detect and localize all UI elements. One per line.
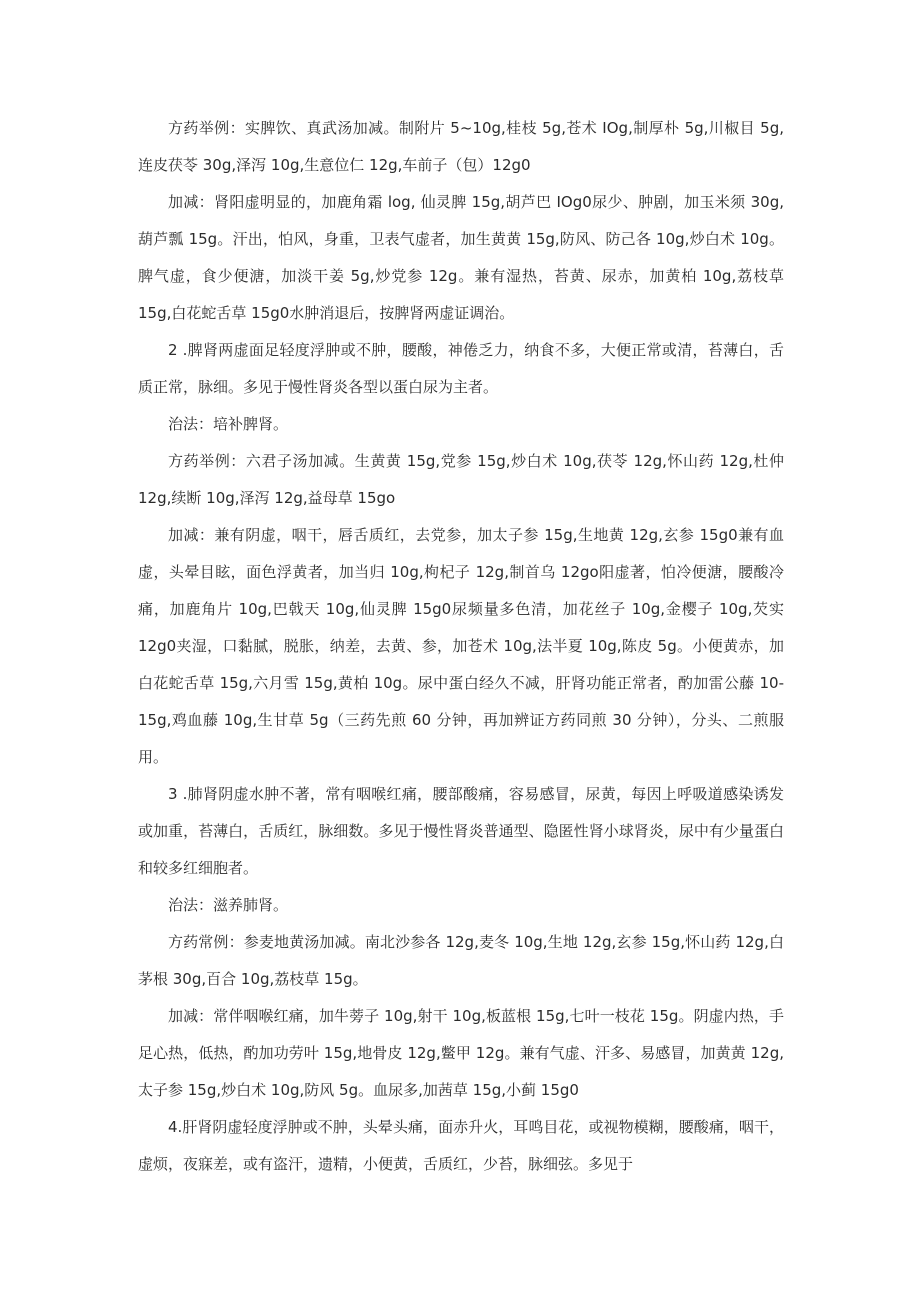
paragraph-modification-3: 加减：常伴咽喉红痛，加牛蒡子 10g,射干 10g,板蓝根 15g,七叶一枝花 15g。阴虚内热，手足心热，低热，酌加功劳叶 15g,地骨皮 12g,鳖甲 12g。兼有气虚、汗多、易感冒，加黄黄 12g,太子参 15g,炒白术 10g,防风 5g。血尿多,加茜草 15g,小蓟 15g0 [138,1007,784,1099]
paragraph-treatment-3: 治法：滋养肺肾。 [168,896,289,914]
paragraph-modification-1: 加减：肾阳虚明显的，加鹿角霜 log, 仙灵脾 15g,胡芦巴 IOg0尿少、肿剧，加玉米须 30g,葫芦瓢 15g。汗出，怕风，身重，卫表气虚者，加生黄黄 15g,防风、防己各 10g,炒白术 10g。脾气虚，食少便溏，加淡干姜 5g,炒党参 12g。兼有湿热，苔黄、尿赤，加黄柏 10g,荔枝草 15g,白花蛇舌草 15g0水肿消退后，按脾肾两虚证调治。 [138,193,784,322]
paragraph-syndrome-2: 2 .脾肾两虚面足轻度浮肿或不肿，腰酸，神倦乏力，纳食不多，大便正常或清，苔薄白，舌质正常，脉细。多见于慢性肾炎各型以蛋白尿为主者。 [138,341,784,396]
paragraph-syndrome-3: 3 .肺肾阴虚水肿不著，常有咽喉红痛，腰部酸痛，容易感冒，尿黄，每因上呼吸道感染诱发或加重，苔薄白，舌质红，脉细数。多见于慢性肾炎普通型、隐匿性肾小球肾炎，尿中有少量蛋白和较多红细胞者。 [138,785,784,877]
paragraph-formula-example-2: 方药举例：六君子汤加减。生黄黄 15g,党参 15g,炒白术 10g,茯苓 12g,怀山药 12g,杜仲 12g,续断 10g,泽泻 12g,益母草 15go [138,452,784,507]
paragraph-formula-example-1: 方药举例：实脾饮、真武汤加减。制附片 5~10g,桂枝 5g,苍术 IOg,制厚朴 5g,川椒目 5g,连皮茯苓 30g,泽泻 10g,生意位仁 12g,车前子（包）12g0 [138,119,784,174]
paragraph-treatment-2: 治法：培补脾肾。 [168,415,289,433]
paragraph-syndrome-4: 4.肝肾阴虚轻度浮肿或不肿，头晕头痛，面赤升火，耳鸣目花，或视物模糊，腰酸痛，咽干，虚烦，夜寐差，或有盗汗，遗精，小便黄，舌质红，少苔，脉细弦。多见于 [138,1118,784,1173]
paragraph-formula-example-3: 方药常例：参麦地黄汤加减。南北沙参各 12g,麦冬 10g,生地 12g,玄参 15g,怀山药 12g,白茅根 30g,百合 10g,荔枝草 15g。 [138,933,784,988]
paragraph-modification-2: 加减：兼有阴虚，咽干，唇舌质红，去党参，加太子参 15g,生地黄 12g,玄参 15g0兼有血虚，头晕目眩，面色浮黄者，加当归 10g,枸杞子 12g,制首乌 12go阳虚著，怕冷便溏，腰酸冷痛，加鹿角片 10g,巴戟天 10g,仙灵脾 15g0尿频量多色清，加花丝子 10g,金樱子 10g,芡实 12g0夹湿，口黏腻，脱胀，纳差，去黄、参，加苍术 10g,法半夏 10g,陈皮 5g。小便黄赤，加白花蛇舌草 15g,六月雪 15g,黄柏 10g。尿中蛋白经久不减，肝肾功能正常者，酌加雷公藤 10-15g,鸡血藤 10g,生甘草 5g（三药先煎 60 分钟，再加辨证方药同煎 30 分钟），分头、二煎服用。 [138,526,784,766]
document-body [138,110,784,1183]
